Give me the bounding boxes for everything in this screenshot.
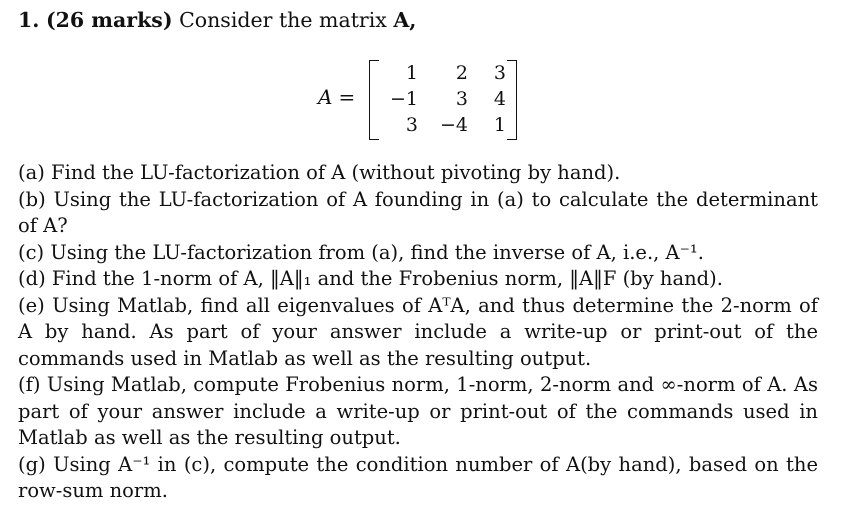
part-label: (a) (18, 161, 45, 184)
part-text: Using Matlab, find all eigenvalues of AᵀA, and thus determine the 2-norm of A by hand. As part of your answer include a write-up or print-out of the commands used in Matlab as well as the resulting output. (18, 293, 818, 370)
right-bracket (507, 60, 517, 140)
part-d (18, 266, 818, 293)
matrix-cell: −1 (389, 88, 418, 110)
part-e (18, 293, 818, 373)
matrix-symbol: A, (393, 8, 417, 32)
part-label: (d) (18, 267, 46, 290)
question-number: 1. (18, 8, 40, 32)
part-label: (f) (18, 373, 41, 396)
part-text: Find the 1-norm of A, ‖A‖₁ and the Frobenius norm, ‖A‖F (by hand). (51, 267, 723, 290)
question-heading (18, 8, 416, 32)
question-marks: (26 marks) (45, 8, 173, 32)
part-b (18, 187, 818, 240)
part-label: (b) (18, 187, 46, 211)
matrix-grid (382, 60, 506, 138)
part-text: Using the LU-factorization from (a), find the inverse of A, i.e., A⁻¹. (50, 240, 704, 264)
matrix-cell: 3 (405, 114, 418, 136)
matrix-cell: 1 (405, 62, 418, 84)
part-label: (e) (18, 293, 45, 317)
matrix-lhs (318, 85, 355, 109)
part-c (18, 240, 818, 267)
part-a (18, 160, 818, 187)
matrix-name: A (318, 85, 333, 109)
part-text: Using Matlab, compute Frobenius norm, 1-norm, 2-norm and ∞-norm of A. As part of your answer include a write-up or print-out of the commands used in Matlab as well as the resulting output. (18, 373, 818, 449)
part-label: (c) (18, 240, 45, 264)
part-g (18, 452, 818, 505)
question-parts (18, 160, 818, 505)
part-text: Using A⁻¹ in (c), compute the condition number of A(by hand), based on the row-sum norm. (18, 452, 818, 502)
matrix-cell: 1 (493, 114, 506, 136)
matrix-cell: 3 (493, 62, 506, 84)
matrix-cell: 2 (455, 62, 468, 84)
equals-sign: = (338, 85, 356, 109)
question-intro: Consider the matrix (179, 8, 387, 32)
matrix-cell: 4 (493, 88, 506, 110)
part-label: (g) (18, 452, 46, 476)
part-text: Find the LU-factorization of A (without pivoting by hand). (51, 161, 621, 184)
left-bracket (369, 60, 379, 140)
part-text: Using the LU-factorization of A founding in (a) to calculate the determinant of A? (18, 187, 818, 237)
matrix-cell: 3 (455, 88, 468, 110)
part-f (18, 372, 818, 452)
matrix-cell: −4 (439, 114, 468, 136)
